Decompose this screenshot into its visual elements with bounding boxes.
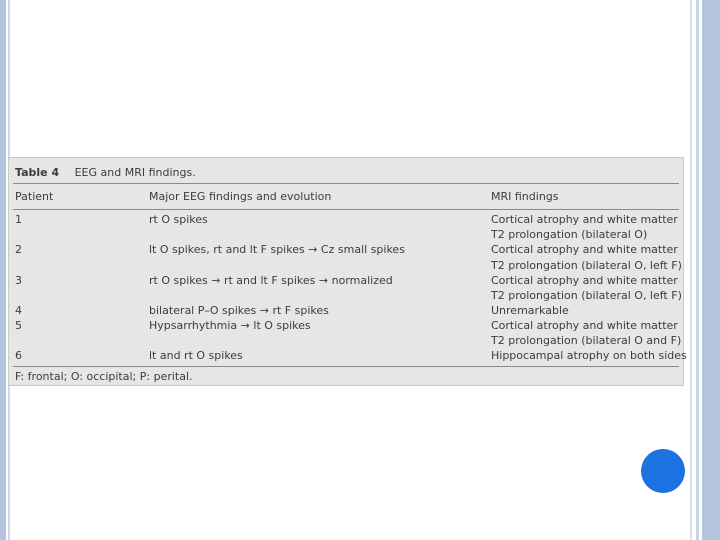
findings-table <box>8 157 687 386</box>
table-row-4-patient: 4 <box>15 304 22 317</box>
header-eeg: Major EEG findings and evolution <box>149 190 332 203</box>
table-row-6-patient: 6 <box>15 349 22 362</box>
table-row-1-patient: 1 <box>15 213 22 226</box>
table-row-5-patient: 5 <box>15 319 22 332</box>
table-row-2-patient: 2 <box>15 243 22 256</box>
blue-circle-decoration <box>641 449 685 493</box>
right-decorative-line-thin <box>690 0 692 540</box>
table-row-2-eeg: lt O spikes, rt and lt F spikes → Cz small spikes <box>149 243 405 256</box>
table-bottom-rule <box>13 366 679 367</box>
table-row-2-mri-line-2: T2 prolongation (bilateral O, left F) <box>491 259 682 272</box>
right-decorative-bar <box>702 0 720 540</box>
table-row-3-patient: 3 <box>15 274 22 287</box>
table-row-6-mri-line-1: Hippocampal atrophy on both sides <box>491 349 687 362</box>
table-row-4-eeg: bilateral P–O spikes → rt F spikes <box>149 304 329 317</box>
table-top-rule <box>13 183 679 184</box>
table-footnote: F: frontal; O: occipital; P: perital. <box>15 370 193 383</box>
table-row-3-eeg: rt O spikes → rt and lt F spikes → normalized <box>149 274 393 287</box>
table-row-4-mri-line-1: Unremarkable <box>491 304 569 317</box>
table-row-5-eeg: Hypsarrhythmia → lt O spikes <box>149 319 311 332</box>
table-row-3-mri-line-1: Cortical atrophy and white matter <box>491 274 678 287</box>
table-row-1-mri-line-2: T2 prolongation (bilateral O) <box>491 228 648 241</box>
header-mri: MRI findings <box>491 190 559 203</box>
table-row-2-mri-line-1: Cortical atrophy and white matter <box>491 243 678 256</box>
table-row-1-mri-line-1: Cortical atrophy and white matter <box>491 213 678 226</box>
table-row-5-mri-line-2: T2 prolongation (bilateral O and F) <box>491 334 682 347</box>
left-decorative-bar <box>0 0 6 540</box>
table-row-5-mri-line-1: Cortical atrophy and white matter <box>491 319 678 332</box>
table-caption <box>15 166 196 179</box>
table-row-3-mri-line-2: T2 prolongation (bilateral O, left F) <box>491 289 682 302</box>
table-header-rule <box>13 209 679 210</box>
table-row-1-eeg: rt O spikes <box>149 213 208 226</box>
right-decorative-line <box>696 0 699 540</box>
table-label: Table 4 <box>15 166 60 179</box>
table-row-6-eeg: lt and rt O spikes <box>149 349 243 362</box>
header-patient: Patient <box>15 190 54 203</box>
table-title: EEG and MRI findings. <box>74 166 196 179</box>
